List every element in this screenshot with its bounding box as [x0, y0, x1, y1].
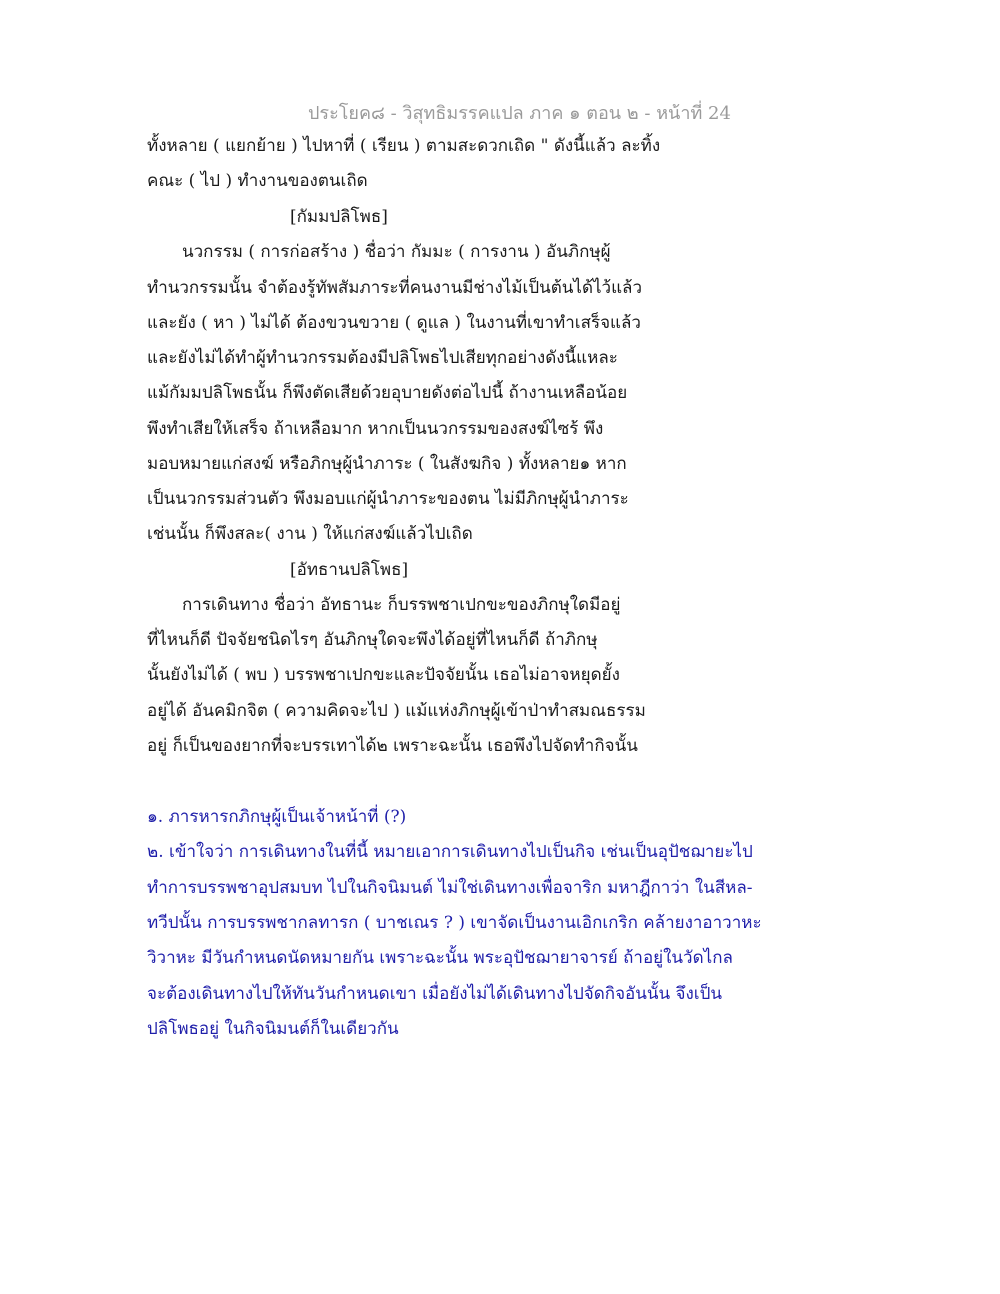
body-line: คณะ ( ไป ) ทำงานของตนเถิด — [147, 171, 368, 191]
body-line: อยู่ ก็เป็นของยากที่จะบรรเทาได้๒ เพราะฉะนั้น เธอพึงไปจัดทำกิจนั้น — [147, 736, 638, 756]
body-line: นวกรรม ( การก่อสร้าง ) ชื่อว่า กัมมะ ( การงาน ) อันภิกษุผู้ — [182, 242, 611, 262]
body-line: การเดินทาง ชื่อว่า อัทธานะ ก็บรรพชาเปกขะของภิกษุใดมีอยู่ — [182, 595, 621, 615]
footnote-line: ปลิโพธอยู่ ในกิจนิมนต์ก็ในเดียวกัน — [147, 1019, 399, 1039]
body-line: มอบหมายแก่สงฆ์ หรือภิกษุผู้นำภาระ ( ในสังฆกิจ ) ทั้งหลาย๑ หาก — [147, 454, 627, 474]
body-line: ทำนวกรรมนั้น จำต้องรู้ทัพสัมภาระที่คนงานมีช่างไม้เป็นต้นได้ไว้แล้ว — [147, 278, 643, 298]
body-line: อยู่ได้ อันคมิกจิต ( ความคิดจะไป ) แม้แห่งภิกษุผู้เข้าป่าทำสมณธรรม — [147, 701, 646, 721]
footnote-line: จะต้องเดินทางไปให้ทันวันกำหนดเขา เมื่อยังไม่ได้เดินทางไปจัดกิจอันนั้น จึงเป็น — [147, 984, 723, 1004]
page-header: ประโยค๘ - วิสุทธิมรรคแปล ภาค ๑ ตอน ๒ - หน้าที่ 24 — [308, 103, 731, 124]
section-heading: [กัมมปลิโพธ] — [290, 207, 388, 227]
body-line: แม้กัมมปลิโพธนั้น ก็พึงตัดเสียด้วยอุบายดังต่อไปนี้ ถ้างานเหลือน้อย — [147, 383, 628, 403]
body-line: ที่ไหนก็ดี ปัจจัยชนิดไรๆ อันภิกษุใดจะพึงได้อยู่ที่ไหนก็ดี ถ้าภิกษุ — [147, 630, 598, 650]
body-line: พึงทำเสียให้เสร็จ ถ้าเหลือมาก หากเป็นนวกรรมของสงฆ์ไซร้ พึง — [147, 419, 604, 439]
footnote-line: วิวาหะ มีวันกำหนดนัดหมายกัน เพราะฉะนั้น พระอุปัชฌายาจารย์ ถ้าอยู่ในวัดไกล — [147, 948, 733, 968]
footnote-line: ๒. เข้าใจว่า การเดินทางในที่นี้ หมายเอาการเดินทางไปเป็นกิจ เช่นเป็นอุปัชฌายะไป — [147, 842, 753, 862]
body-line: เช่นนั้น ก็พึงสละ( งาน ) ให้แก่สงฆ์แล้วไปเถิด — [147, 524, 473, 544]
body-line: เป็นนวกรรมส่วนตัว พึงมอบแก่ผู้นำภาระของตน ไม่มีภิกษุผู้นำภาระ — [147, 489, 629, 509]
body-line: นั้นยังไม่ได้ ( พบ ) บรรพชาเปกขะและปัจจัยนั้น เธอไม่อาจหยุดยั้ง — [147, 665, 620, 685]
footnote-line: ทวีปนั้น การบรรพชากลทารก ( บาชเณร ? ) เขาจัดเป็นงานเอิกเกริก คล้ายงาอาวาหะ — [147, 913, 762, 933]
body-line: ทั้งหลาย ( แยกย้าย ) ไปหาที่ ( เรียน ) ตามสะดวกเถิด " ดังนี้แล้ว ละทิ้ง — [147, 136, 661, 156]
footnote-line: ทำการบรรพชาอุปสมบท ไปในกิจนิมนต์ ไม่ใช่เดินทางเพื่อจาริก มหาฎีกาว่า ในสีหล- — [147, 878, 753, 898]
section-heading: [อัทธานปลิโพธ] — [290, 560, 409, 580]
body-line: และยัง ( หา ) ไม่ได้ ต้องขวนขวาย ( ดูแล ) ในงานที่เขาทำเสร็จแล้ว — [147, 313, 641, 333]
footnote-line: ๑. ภารหารกภิกษุผู้เป็นเจ้าหน้าที่ (?) — [147, 807, 407, 827]
body-line: และยังไม่ได้ทำผู้ทำนวกรรมต้องมีปลิโพธไปเสียทุกอย่างดังนี้แหละ — [147, 348, 618, 368]
